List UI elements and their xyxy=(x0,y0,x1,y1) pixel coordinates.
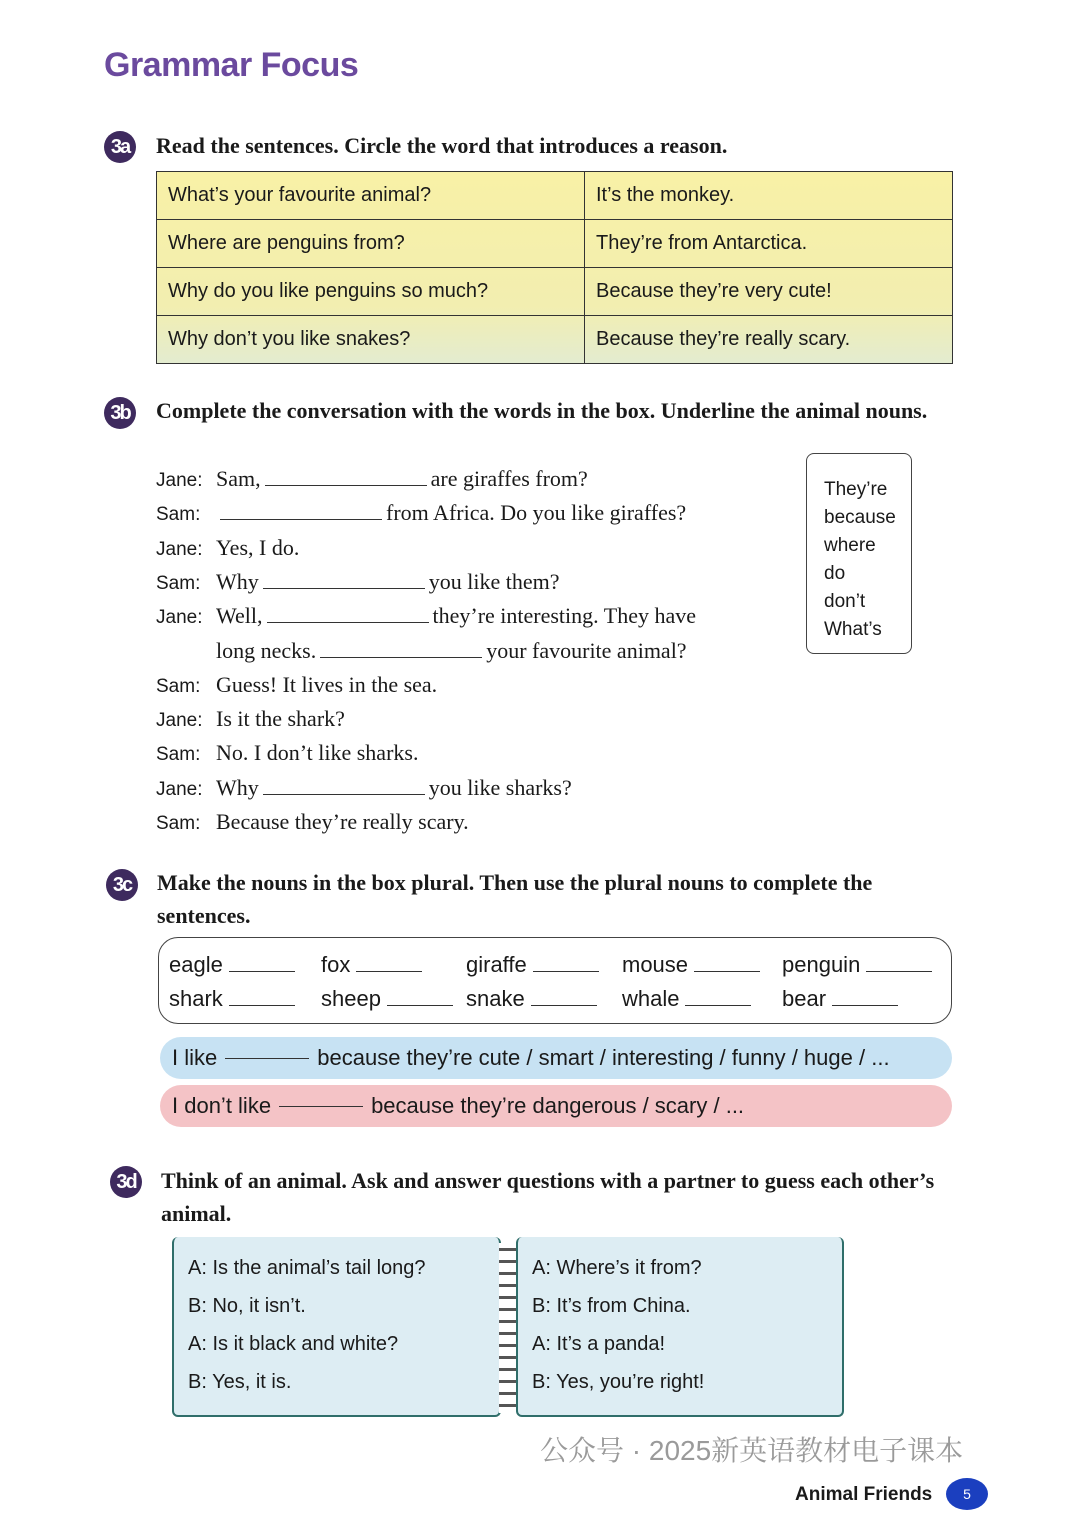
watermark: 公众号 · 2025新英语教材电子课本 xyxy=(540,1435,964,1466)
noun-item xyxy=(466,952,599,978)
line-text-before: Is it the shark? xyxy=(216,706,345,732)
answer-cell: They’re from Antarctica. xyxy=(585,220,953,268)
line-text-after: they’re interesting. They have xyxy=(432,603,696,629)
table-row xyxy=(157,268,953,316)
line-text-after: you like sharks? xyxy=(428,774,572,800)
instruction-3a: Read the sentences. Circle the word that introduces a reason. xyxy=(156,133,728,158)
dialogue-line xyxy=(216,500,686,526)
noun-word: whale xyxy=(622,986,680,1011)
plural-blank[interactable] xyxy=(685,1005,751,1006)
noun-item xyxy=(321,986,453,1012)
exercise-badge-3a: 3a xyxy=(104,131,136,163)
speaker: Jane: xyxy=(156,470,203,491)
dialogue-line: A: Where’s it from? xyxy=(532,1257,702,1279)
question-cell: What’s your favourite animal? xyxy=(157,172,585,220)
dislike-start: I don’t like xyxy=(172,1093,272,1118)
noun-item xyxy=(622,986,751,1012)
plural-blank[interactable] xyxy=(533,971,599,972)
plural-blank[interactable] xyxy=(387,1005,453,1006)
dialogue-card-right xyxy=(516,1237,844,1417)
dialogue-line: A: Is it black and white? xyxy=(188,1333,399,1355)
dialogue-line xyxy=(216,775,572,801)
dialogue-card-left xyxy=(172,1237,501,1417)
speaker: Sam: xyxy=(156,675,201,697)
noun-word: eagle xyxy=(169,952,223,977)
dialogue-line xyxy=(216,603,696,629)
line-text-before: Sam, xyxy=(216,466,261,491)
speaker: Jane: xyxy=(156,710,203,732)
dialogue-line: A: It’s a panda! xyxy=(532,1333,666,1355)
page-title: Grammar Focus xyxy=(104,46,359,84)
line-text-after: you like them? xyxy=(428,568,560,594)
noun-word: snake xyxy=(466,986,525,1011)
noun-word: giraffe xyxy=(466,952,527,977)
plural-blank[interactable] xyxy=(832,1005,898,1006)
word-box-item: What’s xyxy=(824,619,882,640)
answer-blank[interactable] xyxy=(263,776,425,795)
noun-word: shark xyxy=(169,986,223,1011)
dialogue-line xyxy=(216,706,345,732)
noun-word: mouse xyxy=(622,952,689,977)
dialogue-line: A: Is the animal’s tail long? xyxy=(188,1257,426,1279)
line-text-before: Why xyxy=(216,774,259,800)
dislike-sentence xyxy=(160,1085,952,1127)
speaker: Jane: xyxy=(156,538,203,560)
dialogue-line xyxy=(216,569,560,595)
instruction-3b: Complete the conversation with the words in the box. Underline the animal nouns. xyxy=(156,398,928,423)
question-cell: Why don’t you like snakes? xyxy=(157,316,585,364)
noun-word: penguin xyxy=(782,952,861,977)
question-cell: Where are penguins from? xyxy=(157,220,585,268)
word-box-item: do xyxy=(824,563,846,584)
noun-item xyxy=(169,986,295,1012)
blank[interactable] xyxy=(279,1106,363,1107)
noun-item xyxy=(622,952,760,978)
dialogue-line xyxy=(216,740,418,766)
table-row xyxy=(157,316,953,364)
line-text-before: Guess! It lives in the sea. xyxy=(216,671,438,697)
dialogue-line: B: No, it isn’t. xyxy=(188,1295,306,1317)
dialogue-line xyxy=(216,466,588,492)
question-cell: Why do you like penguins so much? xyxy=(157,268,585,316)
line-text-after: are giraffes from? xyxy=(430,466,588,491)
table-row xyxy=(157,172,953,220)
line-text-before: long necks. xyxy=(216,637,317,663)
noun-item xyxy=(321,952,422,978)
noun-word: fox xyxy=(321,952,351,977)
exercise-badge-3d: 3d xyxy=(110,1166,142,1198)
instruction-3c: Make the nouns in the box plural. Then use the plural nouns to complete the sentences. xyxy=(157,870,873,928)
noun-item xyxy=(782,952,932,978)
speaker: Sam: xyxy=(156,744,201,766)
speaker: Jane: xyxy=(156,607,203,629)
line-text-before: Because they’re really scary. xyxy=(216,809,469,834)
dialogue-line: B: Yes, it is. xyxy=(188,1371,292,1393)
exercise-badge-3b: 3b xyxy=(104,397,136,429)
word-box-item: where xyxy=(824,535,876,556)
unit-name: Animal Friends xyxy=(795,1484,933,1505)
table-row xyxy=(157,220,953,268)
blank[interactable] xyxy=(225,1058,309,1059)
dialogue-line xyxy=(216,535,299,561)
page-number: 5 xyxy=(946,1478,988,1510)
like-end: because they’re cute / smart / interesting / funny / huge / ... xyxy=(317,1045,890,1070)
answer-blank[interactable] xyxy=(263,570,425,589)
speaker: Jane: xyxy=(156,778,203,800)
plural-blank[interactable] xyxy=(229,971,295,972)
plural-blank[interactable] xyxy=(356,971,422,972)
noun-item xyxy=(169,952,295,978)
word-box-item: They’re xyxy=(824,479,888,500)
dialogue-line xyxy=(216,638,687,664)
line-text-before: Well, xyxy=(216,603,263,629)
answer-cell: Because they’re really scary. xyxy=(585,316,953,364)
noun-word: bear xyxy=(782,986,827,1011)
answer-cell: It’s the monkey. xyxy=(585,172,953,220)
speaker: Sam: xyxy=(156,572,201,594)
answer-blank[interactable] xyxy=(320,639,482,658)
spiral-binding xyxy=(499,1243,517,1413)
dialogue-line: B: Yes, you’re right! xyxy=(532,1371,705,1393)
answer-blank[interactable] xyxy=(267,604,429,623)
dislike-end: because they’re dangerous / scary / ... xyxy=(371,1093,745,1118)
dialogue-line xyxy=(216,809,469,835)
line-text-before: Yes, I do. xyxy=(216,534,300,560)
speaker: Sam: xyxy=(156,813,201,834)
noun-box xyxy=(158,937,952,1024)
answer-blank[interactable] xyxy=(265,467,427,486)
line-text-before: No. I don’t like sharks. xyxy=(216,740,419,766)
line-text-before: Why xyxy=(216,568,259,594)
like-start: I like xyxy=(172,1045,218,1070)
instruction-3d: Think of an animal. Ask and answer questions with a partner to guess each other’s animal. xyxy=(161,1168,935,1226)
plural-blank[interactable] xyxy=(531,1005,597,1006)
word-box-item: because xyxy=(824,507,896,528)
noun-item xyxy=(782,986,898,1012)
speaker: Sam: xyxy=(156,504,201,526)
line-text-after: your favourite animal? xyxy=(486,637,687,663)
line-text-after: from Africa. Do you like giraffes? xyxy=(386,500,687,526)
exercise-badge-3c: 3c xyxy=(106,869,138,901)
plural-blank[interactable] xyxy=(866,971,932,972)
noun-word: sheep xyxy=(321,986,381,1011)
word-box-item: don’t xyxy=(824,591,866,612)
noun-item xyxy=(466,986,597,1012)
sentence-table xyxy=(156,171,953,364)
word-box xyxy=(806,453,912,654)
plural-blank[interactable] xyxy=(229,1005,295,1006)
plural-blank[interactable] xyxy=(694,971,760,972)
like-sentence xyxy=(160,1037,952,1079)
dialogue-line: B: It’s from China. xyxy=(532,1295,691,1317)
dialogue-line xyxy=(216,672,437,698)
answer-blank[interactable] xyxy=(220,501,382,520)
answer-cell: Because they’re very cute! xyxy=(585,268,953,316)
